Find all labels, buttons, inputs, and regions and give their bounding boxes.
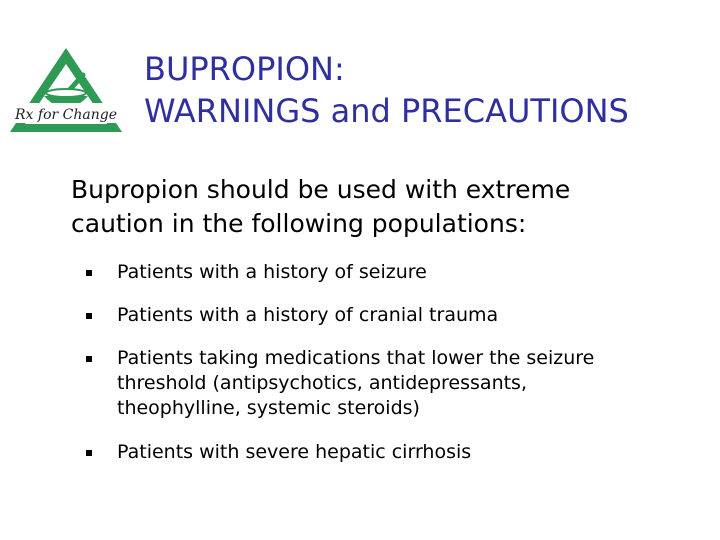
bullet-hepatic-cirrhosis [82,440,692,465]
bullet-text: Patients with a history of seizure [117,261,427,283]
rx-for-change-logo [8,44,126,136]
intro-line-1: Bupropion should be used with extreme [71,175,571,204]
mortar-pestle-icon [8,44,126,136]
bullet-seizure-threshold-medications [82,346,692,421]
title-line-2: WARNINGS and PRECAUTIONS [144,92,629,130]
bullet-text-line-1: Patients taking medications that lower the seizure [117,347,595,369]
bullet-text-line-2: threshold (antipsychotics, antidepressants, [117,372,527,394]
bullet-text: Patients with severe hepatic cirrhosis [117,441,472,463]
svg-text:Rx for Change: Rx for Change [15,107,117,123]
bullet-icon [86,450,92,456]
bullet-icon [86,356,92,362]
title-line-1: BUPROPION: [144,50,345,88]
intro-line-2: caution in the following populations: [71,209,527,238]
bullet-icon [86,313,92,319]
bullet-text-line-3: theophylline, systemic steroids) [117,397,420,419]
bullet-cranial-trauma [82,303,692,328]
bullet-list [82,260,692,483]
bullet-text: Patients with a history of cranial trauma [117,304,499,326]
bullet-seizure-history [82,260,692,285]
intro-text [71,173,671,241]
bullet-icon [86,270,92,276]
slide-title [144,48,714,132]
